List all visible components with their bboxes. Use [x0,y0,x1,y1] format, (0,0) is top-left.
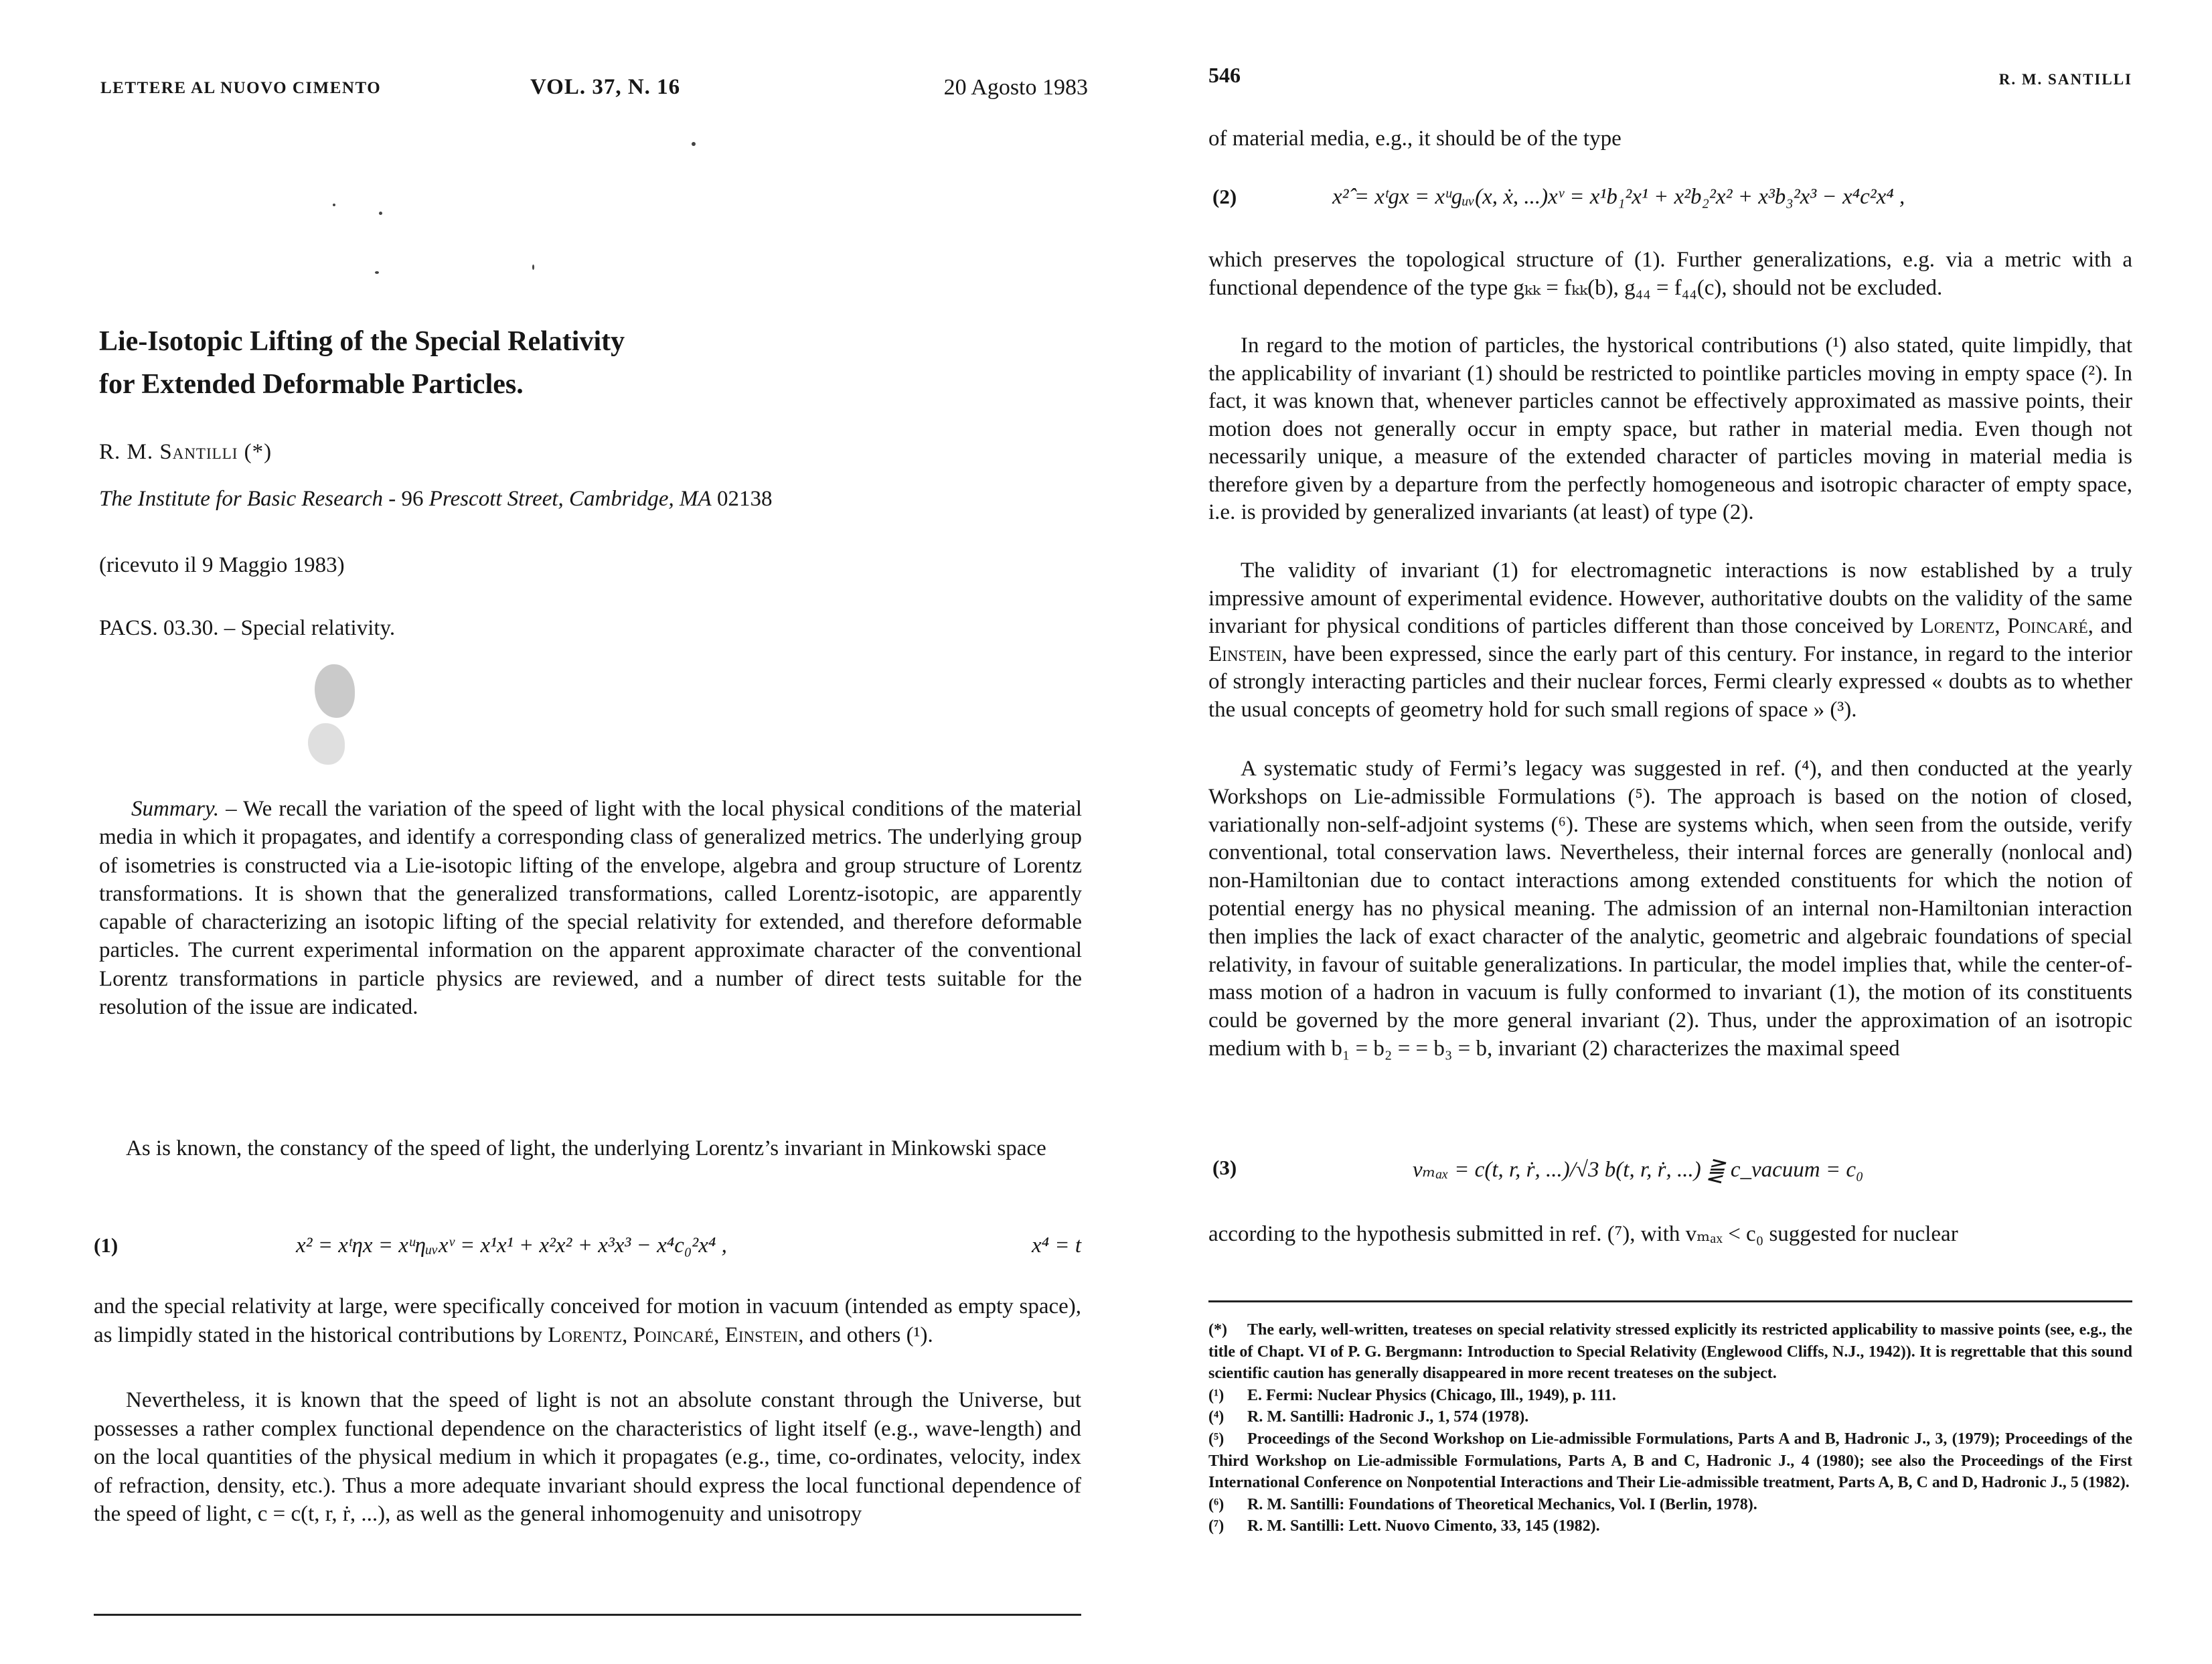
footnote-text: R. M. Santilli: Lett. Nuovo Cimento, 33, 145 (1982). [1247,1517,1600,1535]
scan-speck [692,142,696,146]
scan-ink-blot [315,664,355,718]
paragraph-validity: The validity of invariant (1) for electromagnetic interactions is now established by a truly impressive amount of experimental evidence. However, authoritative doubts on the validity of the same invariant for physical conditions of particles different than those conceived by Lorentz, Poincaré, and Einstein, have been expressed, since the early part of this century. For instance, in regard to the interior of strongly interacting particles and their nuclear forces, Fermi clearly expressed « doubts as to whether the usual concepts of geometry hold for such small regions of space » (³). [1208,558,2133,722]
page-bottom-rule [94,1614,1081,1616]
footnote [1208,1319,2132,1385]
equation-1 [94,1233,1081,1263]
footnote-text: R. M. Santilli: Foundations of Theoretical Mechanics, Vol. I (Berlin, 1978). [1247,1495,1757,1513]
title-line: for Extended Deformable Particles. [99,369,524,400]
footnote-mark: (⁴) [1208,1408,1224,1426]
equation-body: x²̂ = xᵗgx = xᵘgᵤᵥ(x, ẋ, ...)xᵛ = x¹b₁²x¹ + x²b₂²x² + x³b₃²x³ − x⁴c²x⁴ , [1332,185,1905,209]
footnote-text: E. Fermi: Nuclear Physics (Chicago, Ill., 1949), p. 111. [1247,1386,1616,1404]
equation-number: (2) [1212,185,1237,208]
author-footnote-mark: (*) [244,440,272,464]
equation-number: (1) [94,1233,118,1257]
running-author: R. M. SANTILLI [1998,71,2132,88]
paragraph-nevertheless: Nevertheless, it is known that the speed of light is not an absolute constant through the Universe, but possesses a rather complex functional dependence on the characteristics of light itself (e.g., wave-length) and on the local quantities of the physical medium in which it propagates (e.g., time, co-ordinates, velocity, index of refraction, density, etc.). Thus a more adequate invariant should express the local functional dependence of the speed of light, c = c(t, r, ṙ, ...), as well as the general inhomogenuity and unisotropy [94,1388,1081,1526]
page-number: 546 [1208,63,1241,87]
left-page [94,0,1088,1664]
footnote [1208,1428,2132,1494]
affiliation-street: Prescott Street, Cambridge, MA [428,487,712,511]
journal-name: LETTERE AL NUOVO CIMENTO [100,79,382,97]
paragraph-motion-of-particles: In regard to the motion of particles, the hystorical contributions (¹) also stated, quite limpidly, that the applicability of invariant (1) should be restricted to pointlike particles moving in empty space (²). In fact, it was known that, whenever particles cannot be effectively approximated as massive points, their motion does not generally occur in empty space, but rather in material media. Even though not necessarily unique, a measure of the extended character of particles moving in material media is therefore given by a departure from the perfectly homogeneous and isotropic character of empty space, i.e. is provided by generalized invariants (at least) of type (2). [1208,333,2132,524]
article-author [99,440,272,465]
scan-speck [532,264,534,270]
scan-speck [379,212,382,215]
paragraph-text: The validity of invariant (1) for electromagnetic interactions is now established by a truly impressive amount of experimental evidence. However, authoritative doubts on the validity of the same invariant for physical conditions of particles different than those conceived by [1208,558,2132,638]
equation-2 [1208,185,2132,214]
summary-label: Summary. [131,797,220,821]
received-date: (ricevuto il 9 Maggio 1983) [99,553,345,577]
equation-3 [1208,1156,2132,1185]
footnote-mark: (⁵) [1208,1430,1224,1448]
affiliation-separator: - 96 [383,487,429,511]
equation-number: (3) [1212,1156,1237,1179]
equation-side-condition: x⁴ = t [1031,1233,1081,1258]
footnotes [1208,1319,2132,1537]
paragraph-text: , and others (¹). [798,1322,933,1347]
summary-text: – We recall the variation of the speed of light with the local physical conditions of the material media in which it propagates, and identify a corresponding class of generalized metrics. The underlying group of isometries is constructed via a Lie-isotopic lifting of the envelope, algebra and group structure of Lorentz transformations. It is shown that the generalized transformations, called Lorentz-isotopic, are apparently capable of characterizing an isotopic lifting of the special relativity for extended, and therefore deformable particles. The current experimental information on the apparent approximate character of the conventional Lorentz transformations in particle physics are reviewed, and a number of direct tests suitable for the resolution of the issue are indicated. [99,797,1082,1020]
pacs-classification: PACS. 03.30. – Special relativity. [99,616,396,640]
author-affiliation [99,487,772,512]
author-surname: Santilli [159,440,238,464]
continuation-line: of material media, e.g., it should be of the type [1208,127,1622,151]
intro-paragraph: As is known, the constancy of the speed of light, the underlying Lorentz’s invariant in Minkowski space [126,1136,1046,1160]
scan-speck [375,271,379,274]
paragraph-systematic-study: A systematic study of Fermi’s legacy was suggested in ref. (⁴), and then conducted at the yearly Workshops on Lie-admissible Formulations (⁵). The approach is based on the notion of closed, variationally non-self-adjoint systems (⁶). These are systems which, when seen from the outside, verify conventional, total conservation laws. Nevertheless, their internal forces are generally (nonlocal and) non-Hamiltonian due to contact interactions among extended constituents for which the notion of potential energy has no physical meaning. The admission of an internal non-Hamiltonian interaction then implies the lack of exact character of the analytic, geometric and algebraic foundations of special relativity, in favour of suitable generalizations. In particular, the model implies that, while the center-of-mass motion of a hadron in vacuum is fully conformed to invariant (1), the motion of its constituents could be governed by the more general invariant (2). Thus, under the approximation of an isotropic medium with b₁ = b₂ = = b₃ = b, invariant (2) characterizes the maximal speed [1208,757,2132,1061]
scan-ink-blot [308,723,345,765]
volume-number: VOL. 37, N. 16 [530,75,681,99]
paragraph-according: according to the hypothesis submitted in ref. (⁷), with vₘₐₓ < c₀ suggested for nuclear [1208,1222,1958,1246]
name-einstein: Einstein [1208,641,1282,666]
right-page [1208,0,2132,1664]
paragraph-vacuum: and the special relativity at large, were specifically conceived for motion in vacuum (intended as empty space), as limpidly stated in the historical contributions by Lorentz, Poincaré, Einstein, and others (¹). [94,1294,1081,1347]
footnote-text: Proceedings of the Second Workshop on Lie-admissible Formulations, Parts A and B, Hadronic J., 3, (1979); Proceedings of the Third Workshop on Lie-admissible Formulations, Parts A, B and C, Hadronic J., 4 (1980); see also the Proceedings of the First International Conference on Nonpotential Interactions and Their Lie-admissible treatment, Parts A, B, C and D, Hadronic J., 5 (1982). [1208,1430,2132,1492]
footnote-mark: (*) [1208,1321,1227,1339]
paragraph-text: , have been expressed, since the early part of this century. For instance, in regard to the interior of strongly interacting particles and their nuclear forces, Fermi clearly expressed « doubts as to whether the usual concepts of geometry hold for such small regions of space » (³). [1208,641,2132,722]
footnote [1208,1494,2132,1516]
name-lorentz: Lorentz [548,1322,623,1347]
scan-speck [333,204,335,206]
footnote-mark: (⁷) [1208,1517,1224,1535]
article-title [99,320,836,406]
paragraph-text: and the special relativity at large, were specifically conceived for motion in vacuum (intended as empty space), as limpidly stated in the historical contributions by [94,1294,1081,1347]
equation-body: x² = xᵗηx = xᵘηᵤᵥxᵛ = x¹x¹ + x²x² + x³x³ − x⁴c₀²x⁴ , [296,1233,727,1258]
author-initials: R. M. [99,440,154,464]
footnote-text: R. M. Santilli: Hadronic J., 1, 574 (1978). [1247,1408,1529,1426]
name-einstein: Einstein [724,1322,799,1347]
footnote-mark: (¹) [1208,1386,1224,1404]
footnote [1208,1385,2132,1407]
article-summary [99,795,1082,1021]
affiliation-zip: 02138 [711,487,773,511]
footnote [1208,1515,2132,1537]
name-poincare: Poincaré [2007,614,2088,638]
footnote [1208,1406,2132,1428]
name-lorentz: Lorentz [1920,614,1995,638]
title-line: Lie-Isotopic Lifting of the Special Relativity [99,326,625,357]
footnote-rule [1208,1300,2132,1302]
footnote-mark: (⁶) [1208,1495,1224,1513]
paragraph-topological: which preserves the topological structure of (1). Further generalizations, e.g. via a metric with a functional dependence of the type gₖₖ = fₖₖ(b), g₄₄ = f₄₄(c), should not be excluded. [1208,248,2132,300]
affiliation-institute: The Institute for Basic Research [99,487,384,511]
equation-body: vₘₐₓ = c(t, r, ṙ, ...)/√3 b(t, r, ṙ, ...) ⪌ c_vacuum = c₀ [1413,1158,1864,1182]
name-poincare: Poincaré [633,1322,714,1347]
footnote-text: The early, well-written, treateses on special relativity stressed explicitly its restricted applicability to massive points (see, e.g., the title of Chapt. VI of P. G. Bergmann: Introduction to Special Relativity (Englewood Cliffs, N.J., 1942)). It is regrettable that this sound scientific caution has generally disappeared in more recent treateses on the subject. [1208,1321,2132,1383]
running-head-left [94,75,1088,108]
running-head-right [1208,63,2132,103]
issue-date: 20 Agosto 1983 [943,75,1088,100]
